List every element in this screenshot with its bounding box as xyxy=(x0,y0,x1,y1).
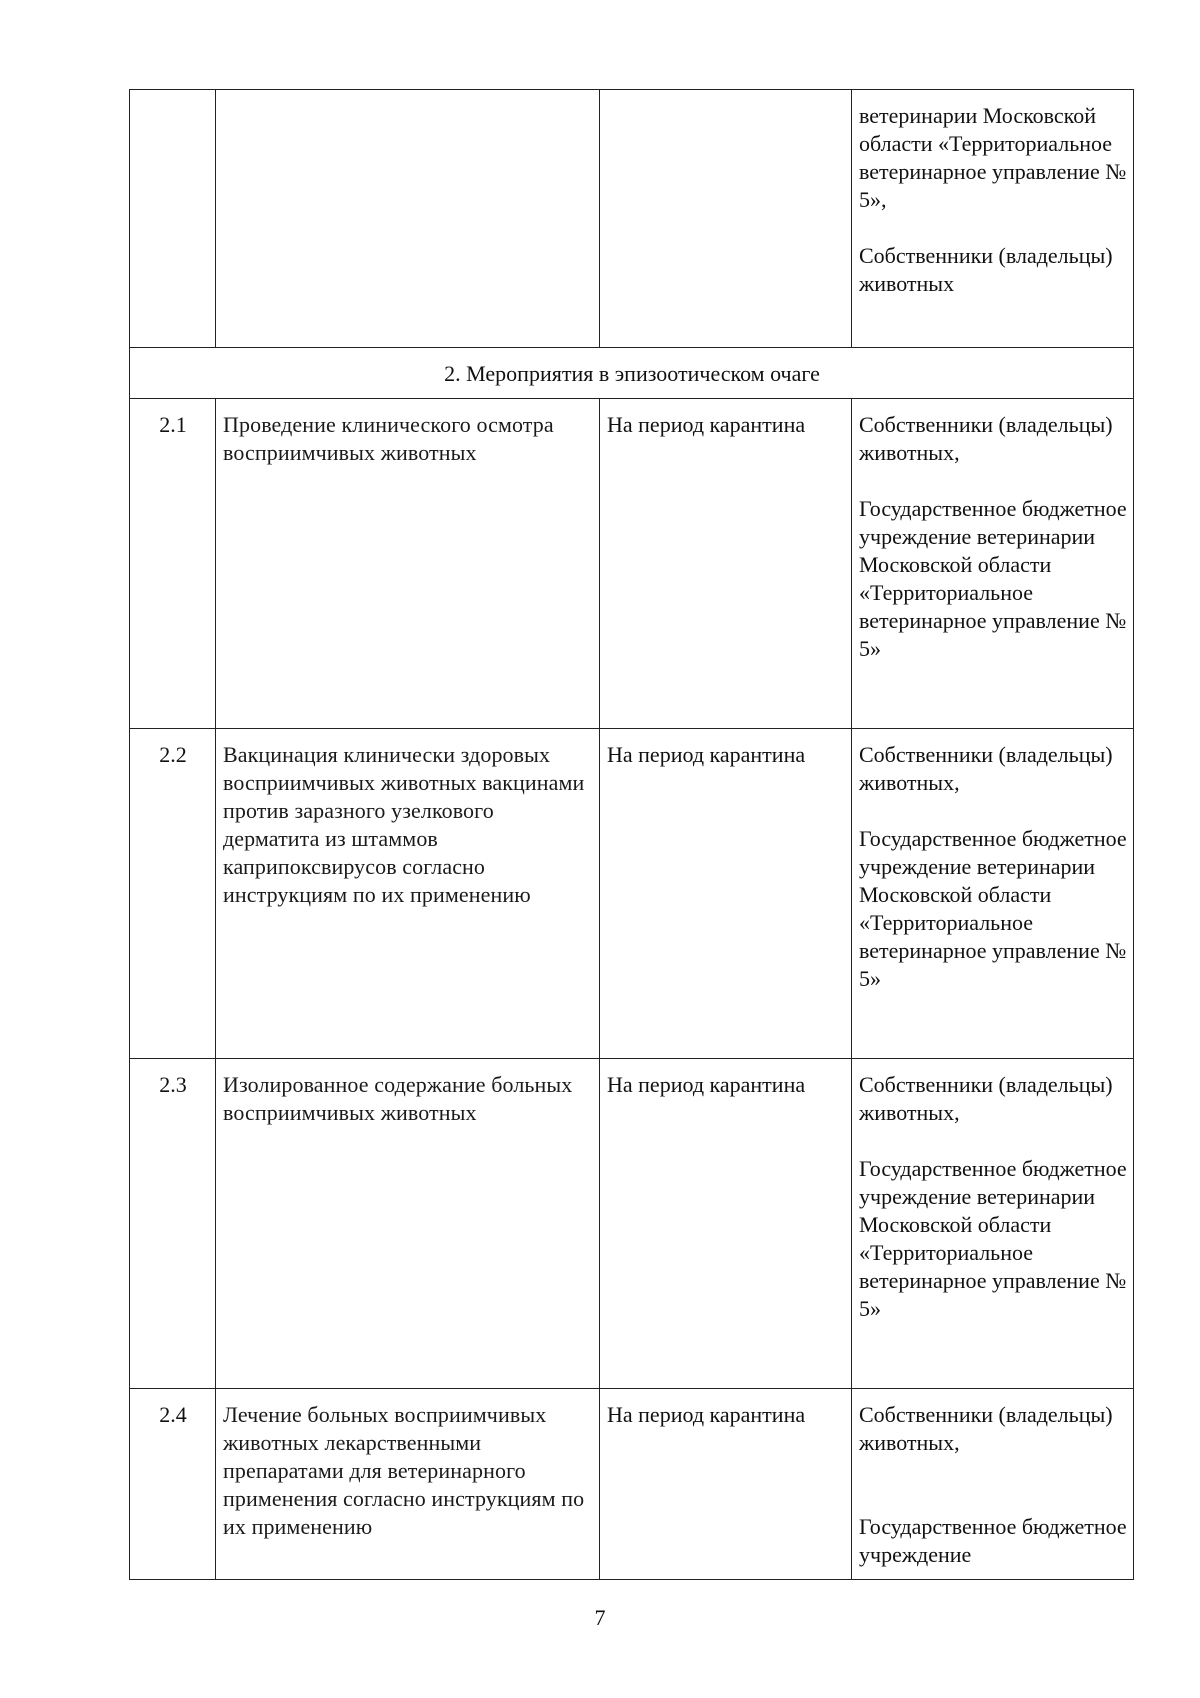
responsible-org: Государственное бюджетное учреждение xyxy=(859,1514,1127,1567)
row-activity: Вакцинация клинически здоровых восприимчивых животных вакцинами против заразного узелкового дерматита из штаммов каприпоксвирусов согласно инструкциям по их применению xyxy=(216,729,600,1059)
section-row xyxy=(130,348,1134,399)
responsible-org: Государственное бюджетное учреждение ветеринарии Московской области «Территориальное ветеринарное управление № 5» xyxy=(859,496,1127,661)
table-row xyxy=(130,1059,1134,1389)
row-activity: Лечение больных восприимчивых животных лекарственными препаратами для ветеринарного применения согласно инструкциям по их применению xyxy=(216,1389,600,1580)
row-number: 2.1 xyxy=(130,399,216,729)
table-row xyxy=(130,1389,1134,1580)
row-responsible xyxy=(852,729,1134,1059)
row-term: На период карантина xyxy=(600,1059,852,1389)
responsible-owners: Собственники (владельцы) животных, xyxy=(859,412,1113,465)
row-term: На период карантина xyxy=(600,399,852,729)
cell-activity-empty xyxy=(216,90,600,348)
row-responsible xyxy=(852,1389,1134,1580)
row-responsible xyxy=(852,399,1134,729)
responsible-owners: Собственники (владельцы) животных, xyxy=(859,742,1113,795)
row-term: На период карантина xyxy=(600,1389,852,1580)
table-row xyxy=(130,729,1134,1059)
table-row xyxy=(130,399,1134,729)
row-term: На период карантина xyxy=(600,729,852,1059)
cell-num-empty xyxy=(130,90,216,348)
row-activity: Изолированное содержание больных восприимчивых животных xyxy=(216,1059,600,1389)
responsible-owners: Собственники (владельцы) животных xyxy=(859,243,1113,296)
cell-term-empty xyxy=(600,90,852,348)
responsible-owners: Собственники (владельцы) животных, xyxy=(859,1402,1113,1455)
row-responsible xyxy=(852,1059,1134,1389)
responsible-org: Государственное бюджетное учреждение ветеринарии Московской области «Территориальное ветеринарное управление № 5» xyxy=(859,1156,1127,1321)
section-title: 2. Мероприятия в эпизоотическом очаге xyxy=(130,348,1134,399)
cell-responsible xyxy=(852,90,1134,348)
row-activity: Проведение клинического осмотра восприимчивых животных xyxy=(216,399,600,729)
measures-table xyxy=(129,89,1134,1580)
row-number: 2.4 xyxy=(130,1389,216,1580)
responsible-org: Государственное бюджетное учреждение ветеринарии Московской области «Территориальное ветеринарное управление № 5» xyxy=(859,826,1127,991)
responsible-org: ветеринарии Московской области «Территориальное ветеринарное управление № 5», xyxy=(859,103,1127,212)
responsible-owners: Собственники (владельцы) животных, xyxy=(859,1072,1113,1125)
page-number: 7 xyxy=(594,1605,606,1630)
row-number: 2.2 xyxy=(130,729,216,1059)
row-number: 2.3 xyxy=(130,1059,216,1389)
table-row-carryover xyxy=(130,90,1134,348)
